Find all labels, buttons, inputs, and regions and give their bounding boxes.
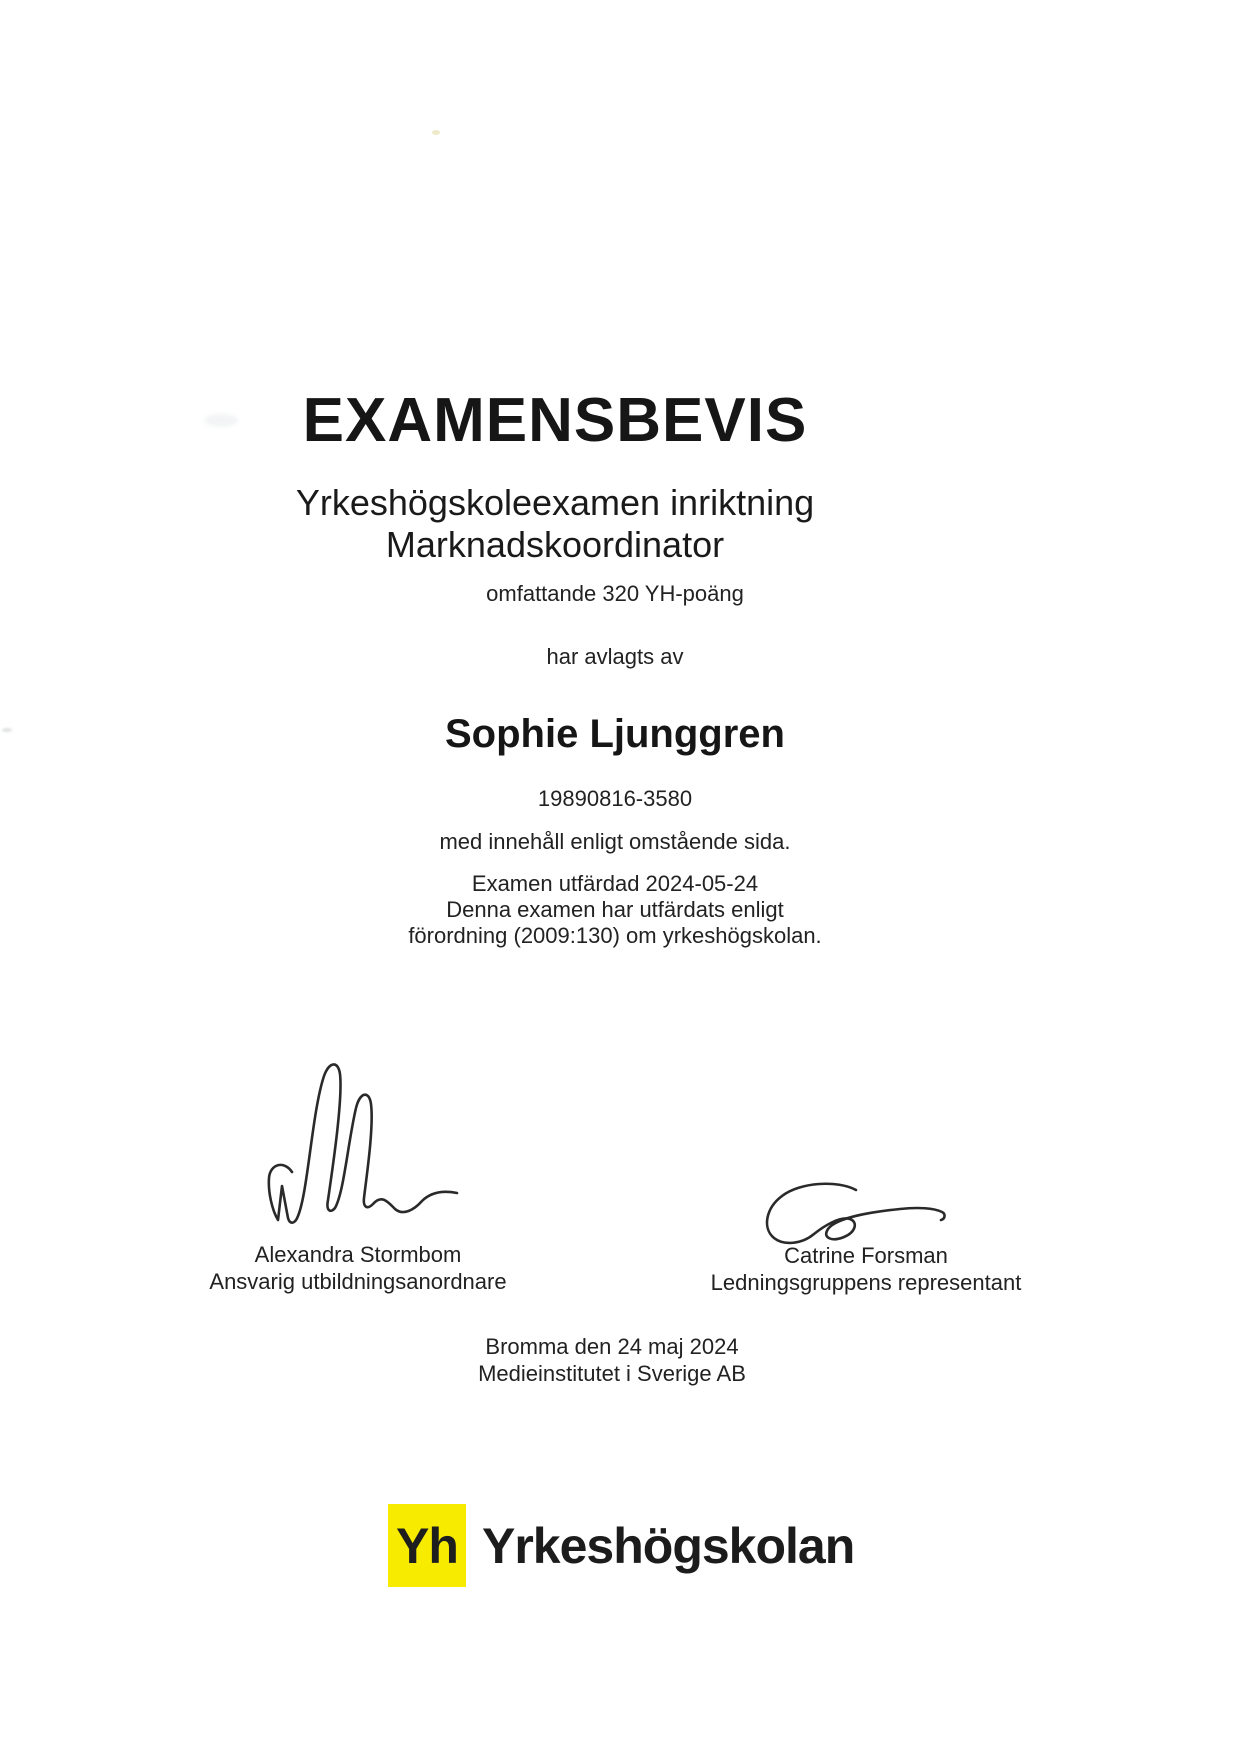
degree-name	[0, 482, 1110, 566]
signatory-right-role: Ledningsgruppens representant	[710, 1270, 1022, 1295]
recipient-name: Sophie Ljunggren	[445, 712, 785, 756]
content-note: med innehåll enligt omstående sida.	[439, 829, 791, 854]
signatory-right	[616, 1242, 1116, 1296]
certificate-title: EXAMENSBEVIS	[302, 386, 808, 455]
logo-wordmark: Yrkeshögskolan	[482, 1517, 855, 1574]
issue-line-1: Examen utfärdad 2024-05-24	[471, 871, 759, 896]
signatory-right-name: Catrine Forsman	[784, 1243, 948, 1268]
credits-text: omfattande 320 YH-poäng	[486, 581, 744, 606]
signatory-left-name: Alexandra Stormbom	[254, 1242, 462, 1267]
awarded-label: har avlagts av	[546, 644, 684, 669]
yh-monogram-icon: Yh	[388, 1504, 466, 1587]
signatory-left-role: Ansvarig utbildningsanordnare	[209, 1269, 507, 1294]
yrkeshogskolan-logo	[388, 1504, 854, 1587]
issuer-name: Medieinstitutet i Sverige AB	[478, 1361, 746, 1386]
scan-artifact-smudge	[204, 414, 238, 427]
place-date: Bromma den 24 maj 2024	[485, 1334, 739, 1359]
issue-line-2: Denna examen har utfärdats enligt	[446, 897, 784, 922]
scan-artifact-dot	[432, 130, 440, 135]
degree-line-1: Yrkeshögskoleexamen inriktning	[295, 482, 815, 523]
signature-alexandra-stormbom	[262, 1052, 465, 1227]
personal-number: 19890816-3580	[537, 786, 693, 811]
scan-artifact-dash	[2, 728, 12, 732]
issue-statement	[0, 871, 1230, 949]
issue-line-3: förordning (2009:130) om yrkeshögskolan.	[408, 923, 822, 948]
degree-line-2: Marknadskoordinator	[385, 524, 725, 565]
signatory-left	[0, 1241, 716, 1295]
place-and-issuer	[0, 1333, 1224, 1387]
